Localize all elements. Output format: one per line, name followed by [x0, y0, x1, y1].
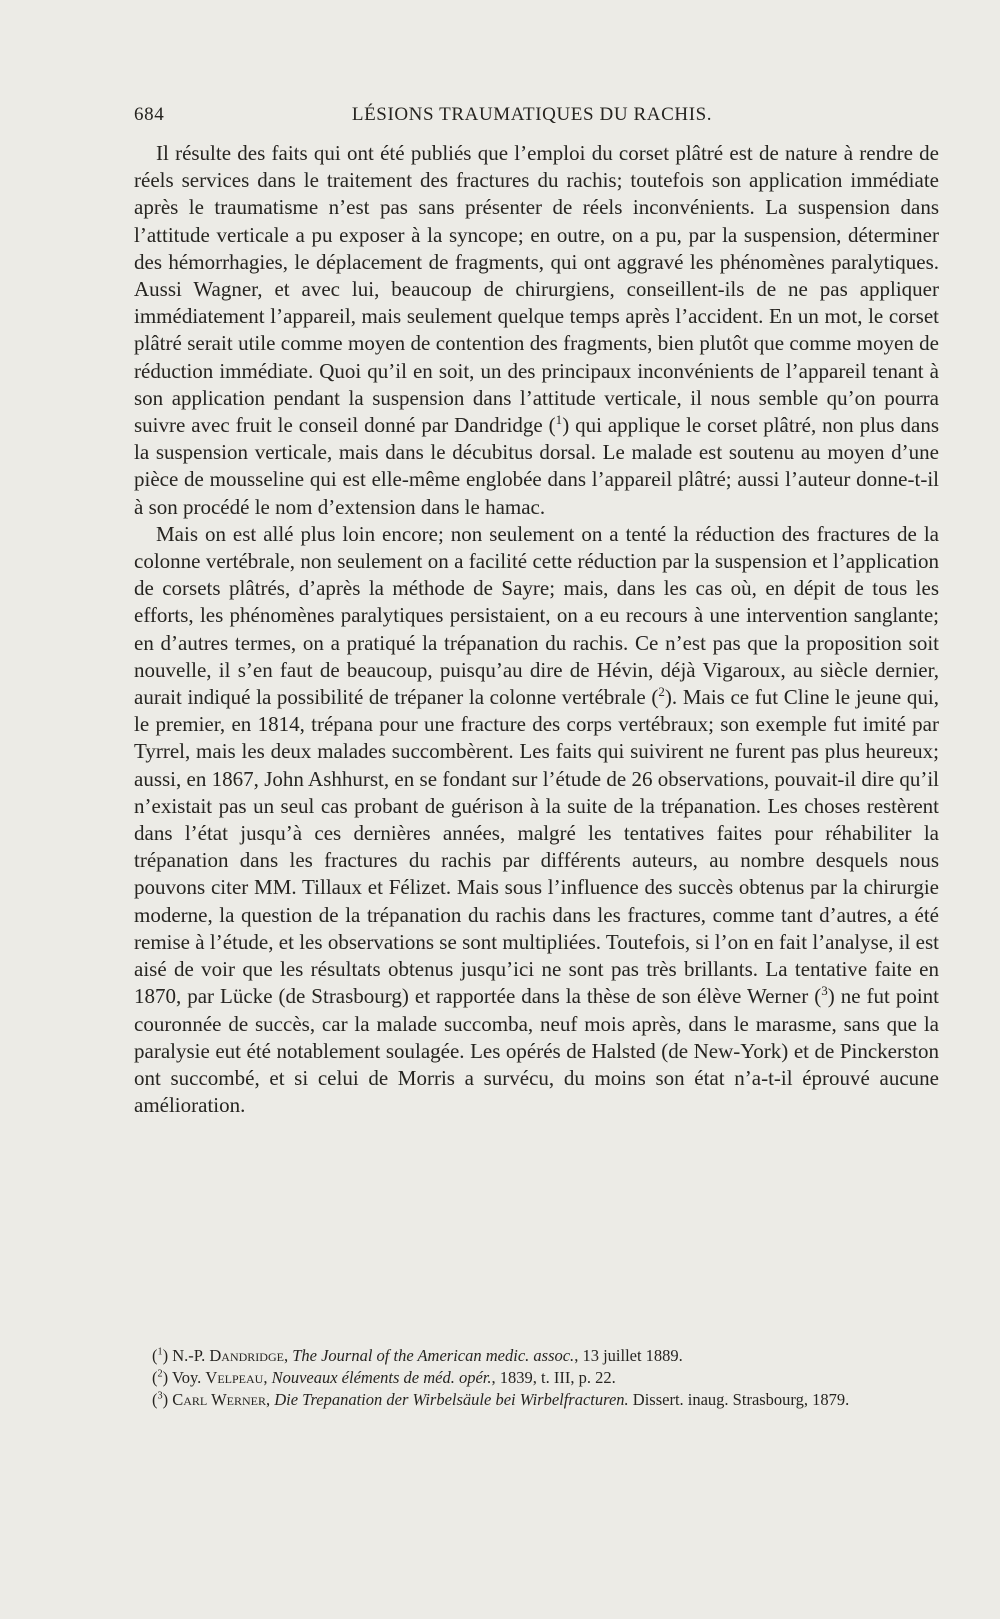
footnote-marker: 2 [157, 1368, 163, 1380]
footnote-title: Nouveaux éléments de méd. opér. [271, 1368, 492, 1387]
page-header [134, 104, 930, 132]
footnote [134, 1345, 939, 1367]
page-number: 684 [134, 104, 165, 125]
paragraph-text: Il résulte des faits qui ont été publiés que l’emploi du corset plâtré est de nature à rendre de réels services dans le traitement des fractures du rachis; toutefois son application immédiate après le traumatisme n’est pas sans présenter de réels inconvénients. La suspension dans l’attitude verticale a pu exposer à la syncope; en outre, on a pu, par la suspension, déterminer des hémorrhagies, le déplacement de fragments, qui ont aggravé les phénomènes paralytiques. Aussi Wagner, et avec lui, beaucoup de chirurgiens, conseillent-ils de ne pas appliquer immédiatement l’appareil, mais seulement quelque temps après l’accident. En un mot, le corset plâtré serait utile comme moyen de contention des fragments, bien plutôt que comme moyen de réduction immédiate. Quoi qu’il en soit, un des principaux inconvénients de l’appareil tenant à son application pendant la suspension dans l’attitude verticale, il nous semble qu’on pourra suivre avec fruit le conseil donné par Dandridge ( [134, 141, 939, 438]
footnote-paren: ( [152, 1346, 158, 1365]
paragraph-text: ) ne fut point couronnée de succès, car la malade succomba, neuf mois après, dans le marasme, sans que la paralysie eut été notablement soulagée. Les opérés de Halsted (de New-York) et de Pinckerston ont succombé, et si celui de Morris a survécu, du moins son état n’a-t-il éprouvé aucune amélioration. [134, 984, 939, 1118]
footnote-marker: 1 [157, 1346, 163, 1358]
footnote-separator: , [265, 1390, 275, 1409]
paragraph [134, 140, 939, 521]
footnote-author-prefix: N.-P. [172, 1346, 210, 1365]
footnote-reference: 3 [821, 983, 828, 999]
footnote-paren: ) [162, 1368, 172, 1387]
footnote-reference: 1 [555, 412, 563, 428]
footnote [134, 1367, 939, 1389]
footnote-paren: ( [152, 1368, 158, 1387]
footnote-author: Dandridge [209, 1346, 284, 1365]
paragraph-text: ). Mais ce fut Cline le jeune qui, le premier, en 1814, trépana pour une fracture des corps vertébraux; son exemple fut imité par Tyrrel, mais les deux malades succombèrent. Les faits qui suivirent ne furent pas plus heureux; aussi, en 1867, John Ashhurst, en se fondant sur l’étude de 26 observations, pouvait-il dire qu’il n’existait pas un seul cas probant de guérison à la suite de la trépanation. Les choses restèrent dans l’état jusqu’à ces dernières années, malgré les tentatives faites pour réhabiliter la trépanation dans les fractures du rachis par différents auteurs, au nombre desquels nous pouvons citer MM. Tillaux et Félizet. Mais sous l’influence des succès obtenus par la chirurgie moderne, la question de la trépanation du rachis dans les fractures, comme tant d’autres, a été remise à l’étude, et les observations se sont multipliées. Toutefois, si l’on en fait l’analyse, il est aisé de voir que les résultats obtenus jusqu’ici ne sont pas très brillants. La tentative faite en 1870, par Lücke (de Strasbourg) et rapportée dans la thèse de son élève Werner ( [134, 685, 939, 1009]
footnote-title: Die Trepanation der Wirbelsäule bei Wirbelfracturen. [274, 1390, 629, 1409]
footnote-details: , 13 juillet 1889. [574, 1346, 683, 1365]
footnote-author-prefix: Voy. [171, 1368, 206, 1387]
paragraph-text: ) qui applique le corset plâtré, non plus dans la suspension verticale, mais dans le décubitus dorsal. Le malade est soutenu au moyen d’une pièce de mousseline qui est elle-même englobée dans l’appareil plâtré; aussi l’auteur donne-t-il à son procédé le nom d’extension dans le hamac. [134, 413, 939, 519]
footnote-paren: ( [152, 1390, 158, 1409]
footnote-paren: ) [162, 1390, 173, 1409]
footnote [134, 1389, 939, 1411]
footnote-marker: 3 [157, 1390, 163, 1402]
footnote-details: , 1839, t. III, p. 22. [491, 1368, 616, 1387]
main-text [134, 140, 939, 1119]
paragraph-text: Mais on est allé plus loin encore; non seulement on a tenté la réduction des fractures de la colonne vertébrale, non seulement on a facilité cette réduction par la suspension et l’application de corsets plâtrés, d’après la méthode de Sayre; mais, dans les cas où, en dépit de tous les efforts, les phénomènes paralytiques persistaient, on a eu recours à une intervention sanglante; en d’autres termes, on a pratiqué la trépanation du rachis. Ce n’est pas que la proposition soit nouvelle, il s’en faut de beaucoup, puisqu’au dire de Hévin, déjà Vigaroux, au siècle dernier, aurait indiqué la possibilité de trépaner la colonne vertébrale ( [134, 521, 939, 710]
running-title: LÉSIONS TRAUMATIQUES DU RACHIS. [351, 104, 713, 125]
footnote-author: Velpeau [205, 1368, 264, 1387]
footnote-separator: , [283, 1346, 293, 1365]
footnote-paren: ) [162, 1346, 173, 1365]
footnote-details: Dissert. inaug. Strasbourg, 1879. [628, 1390, 850, 1409]
footnote-author: Carl Werner [172, 1390, 266, 1409]
footnote-title: The Journal of the American medic. assoc. [292, 1346, 575, 1365]
footnote-reference: 2 [658, 684, 665, 700]
footnotes [134, 1345, 939, 1411]
paragraph [134, 521, 939, 1119]
footnote-separator: , [263, 1368, 272, 1387]
